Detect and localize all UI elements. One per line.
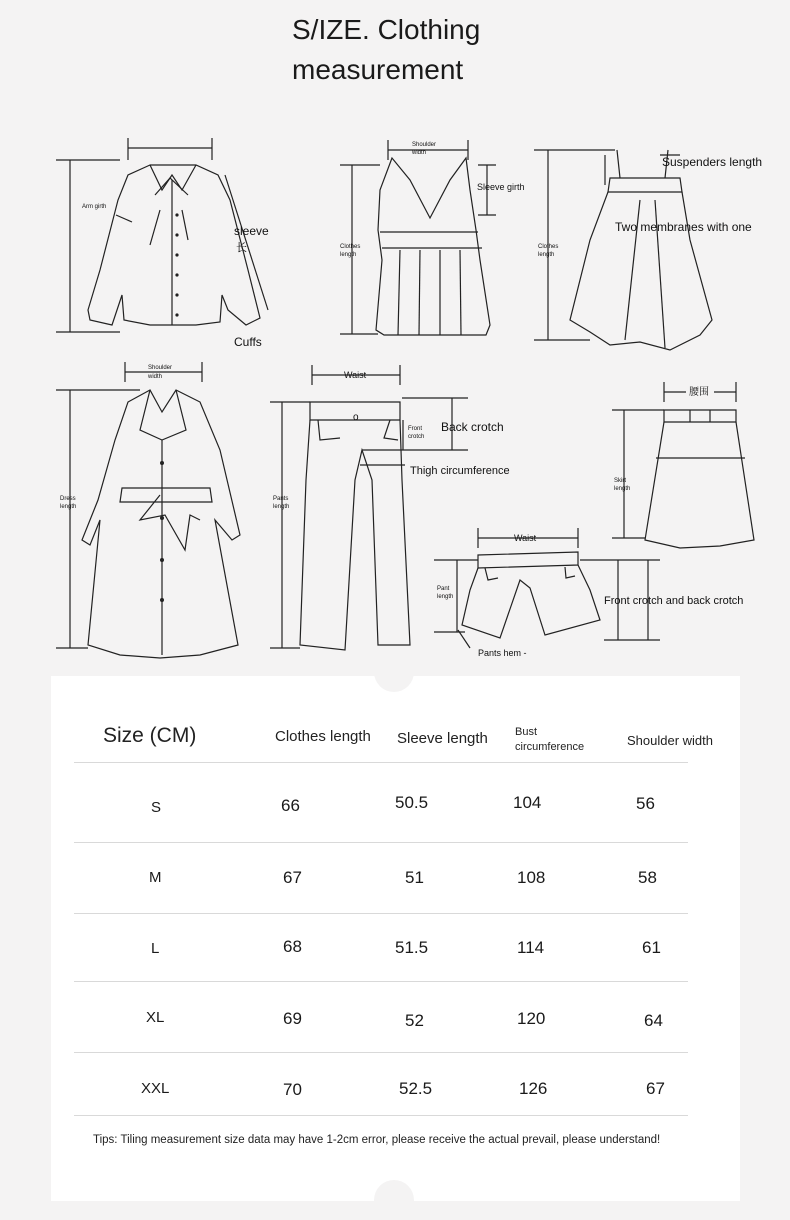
table-divider bbox=[74, 1052, 688, 1053]
pant-length-label-a: Pant bbox=[437, 586, 450, 592]
shoulder-width-label-1b: width bbox=[412, 150, 427, 156]
front-crotch-label-b: crotch bbox=[408, 434, 425, 440]
table-cell-sleeve: 52 bbox=[405, 1011, 424, 1030]
table-cell-size: S bbox=[151, 799, 162, 816]
o-mark-label: o bbox=[353, 412, 359, 423]
clothes-length-label-2b: length bbox=[538, 252, 555, 258]
table-divider bbox=[74, 1115, 688, 1116]
sleeve-label: sleeve bbox=[234, 224, 269, 238]
table-cell-size: XXL bbox=[141, 1080, 170, 1097]
title-line-2: measurement bbox=[292, 54, 464, 85]
table-divider bbox=[74, 762, 688, 763]
table-cell-sleeve: 50.5 bbox=[395, 793, 429, 812]
table-cell-shoulder: 58 bbox=[638, 868, 657, 887]
skirt-length-label-b: length bbox=[614, 486, 631, 492]
table-cell-bust: 120 bbox=[517, 1009, 546, 1028]
skirt-length-label-a: Skirt bbox=[614, 478, 626, 484]
table-cell-clothes: 70 bbox=[283, 1080, 302, 1099]
table-cell-sleeve: 52.5 bbox=[399, 1079, 433, 1098]
header-bust-1: Bust bbox=[515, 726, 538, 738]
shoulder-width-label-1a: Shoulder bbox=[412, 142, 437, 148]
arm-girth-label: Arm girth bbox=[82, 204, 107, 210]
table-cell-sleeve: 51 bbox=[405, 868, 424, 887]
page-title bbox=[292, 10, 552, 90]
waist-glyph-label: 腰围 bbox=[689, 387, 709, 398]
header-bust-2: circumference bbox=[515, 741, 585, 753]
header-size: Size (CM) bbox=[103, 724, 197, 747]
table-cell-size: XL bbox=[146, 1009, 165, 1026]
table-cell-bust: 104 bbox=[513, 793, 542, 812]
table-divider bbox=[74, 842, 688, 843]
shoulder-width-label-2b: width bbox=[148, 374, 163, 380]
table-cell-shoulder: 64 bbox=[644, 1011, 663, 1030]
header-shoulder-width: Shoulder width bbox=[627, 733, 713, 748]
clothes-length-label-1a: Clothes bbox=[340, 244, 361, 250]
header-clothes-length: Clothes length bbox=[275, 728, 371, 745]
card-notch-bottom bbox=[374, 1180, 414, 1220]
clothes-length-label-1b: length bbox=[340, 252, 357, 258]
table-cell-bust: 114 bbox=[517, 938, 545, 957]
shoulder-width-label-2a: Shoulder bbox=[148, 365, 173, 371]
table-cell-clothes: 68 bbox=[283, 937, 302, 956]
diagram-canvas bbox=[0, 120, 790, 680]
waist-label-2: Waist bbox=[514, 533, 537, 543]
sleeve-girth-label: Sleeve girth bbox=[477, 182, 525, 192]
pants-hem-label: Pants hem - bbox=[478, 648, 527, 658]
dress-length-label-a: Dress bbox=[60, 496, 76, 502]
table-cell-clothes: 69 bbox=[283, 1009, 302, 1028]
dress-length-label-b: length bbox=[60, 504, 77, 510]
measurement-diagrams bbox=[0, 120, 790, 680]
table-divider bbox=[74, 981, 688, 982]
table-divider bbox=[74, 913, 688, 914]
clothes-length-label-2a: Clothes bbox=[538, 244, 559, 250]
pants-length-label-a: Pants bbox=[273, 496, 289, 502]
thigh-circumference-label: Thigh circumference bbox=[410, 465, 510, 477]
table-cell-size: L bbox=[151, 940, 160, 957]
table-cell-shoulder: 56 bbox=[636, 794, 655, 813]
table-cell-bust: 126 bbox=[519, 1079, 548, 1098]
waist-label-1: Waist bbox=[344, 370, 367, 380]
header-sleeve-length: Sleeve length bbox=[397, 730, 488, 747]
suspenders-length-label: Suspenders length bbox=[662, 155, 763, 169]
sleeve-glyph-label: 长 bbox=[236, 242, 247, 254]
tips-note: Tips: Tiling measurement size data may have 1-2cm error, please receive the actual prevail, please understand! bbox=[93, 1134, 661, 1146]
title-line-1: S/IZE. Clothing bbox=[292, 14, 481, 45]
pants-illustration bbox=[270, 365, 468, 650]
table-cell-clothes: 66 bbox=[281, 796, 300, 815]
skirt-illustration bbox=[612, 382, 754, 548]
back-crotch-label: Back crotch bbox=[441, 420, 504, 434]
coat-illustration bbox=[56, 362, 240, 658]
shorts-illustration bbox=[434, 528, 660, 648]
pant-length-label-b: length bbox=[437, 594, 454, 600]
table-cell-sleeve: 51.5 bbox=[395, 938, 429, 957]
table-cell-shoulder: 61 bbox=[642, 938, 661, 957]
table-cell-bust: 108 bbox=[517, 868, 546, 887]
cuffs-label: Cuffs bbox=[234, 335, 262, 349]
front-back-crotch-label: Front crotch and back crotch bbox=[604, 595, 744, 607]
table-cell-size: M bbox=[149, 869, 162, 886]
card-notch-top bbox=[374, 652, 414, 692]
suspender-dress-illustration bbox=[534, 150, 712, 350]
pants-length-label-b: length bbox=[273, 504, 290, 510]
table-cell-shoulder: 67 bbox=[646, 1079, 665, 1098]
front-crotch-label-a: Front bbox=[408, 426, 423, 432]
two-membranes-label: Two membranes with one bbox=[615, 220, 752, 234]
table-cell-clothes: 67 bbox=[283, 868, 302, 887]
vest-illustration bbox=[340, 140, 496, 335]
